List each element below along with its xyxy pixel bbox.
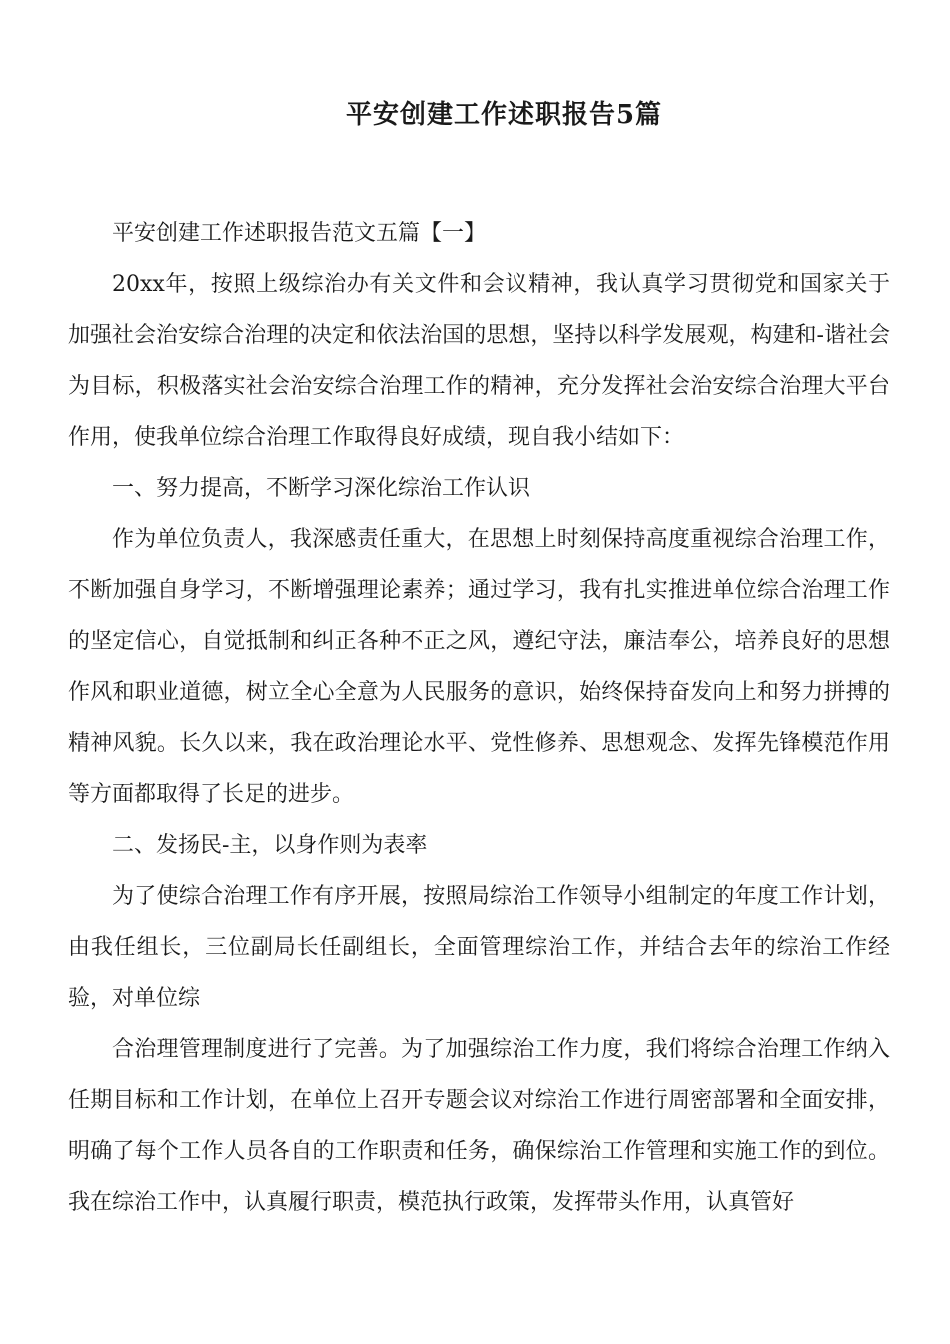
section-heading: 二、发扬民-主，以身作则为表率 [112,833,428,858]
document-title: 平安创建工作述职报告5篇 [345,100,663,130]
paragraph: 合治理管理制度进行了完善。为了加强综治工作力度，我们将综合治理工作纳入任期目标和工作计划，在单位上召开专题会议对综治工作进行周密部署和全面安排，明确了每个工作人员各自的工作职责和任务，确保综治工作管理和实施工作的到位。我在综治工作中，认真履行职责，模范执行政策，发挥带头作用，认真管好 [68,1037,890,1215]
document-body [68,208,890,1228]
paragraph: 作为单位负责人，我深感责任重大，在思想上时刻保持高度重视综合治理工作，不断加强自身学习，不断增强理论素养；通过学习，我有扎实推进单位综合治理工作的坚定信心，自觉抵制和纠正各种不正之风，遵纪守法，廉洁奉公，培养良好的思想作风和职业道德，树立全心全意为人民服务的意识，始终保持奋发向上和努力拼搏的精神风貌。长久以来，我在政治理论水平、党性修养、思想观念、发挥先锋模范作用等方面都取得了长足的进步。 [68,527,890,807]
section-heading: 平安创建工作述职报告范文五篇【一】 [112,221,487,246]
section-heading: 一、努力提高，不断学习深化综治工作认识 [112,476,531,501]
paragraph: 20xx年，按照上级综治办有关文件和会议精神，我认真学习贯彻党和国家关于加强社会治安综合治理的决定和依法治国的思想，坚持以科学发展观，构建和-谐社会为目标，积极落实社会治安综合治理工作的精神，充分发挥社会治安综合治理大平台作用，使我单位综合治理工作取得良好成绩，现自我小结如下： [68,272,890,450]
paragraph: 为了使综合治理工作有序开展，按照局综治工作领导小组制定的年度工作计划，由我任组长，三位副局长任副组长，全面管理综治工作，并结合去年的综治工作经验，对单位综 [68,884,890,1011]
